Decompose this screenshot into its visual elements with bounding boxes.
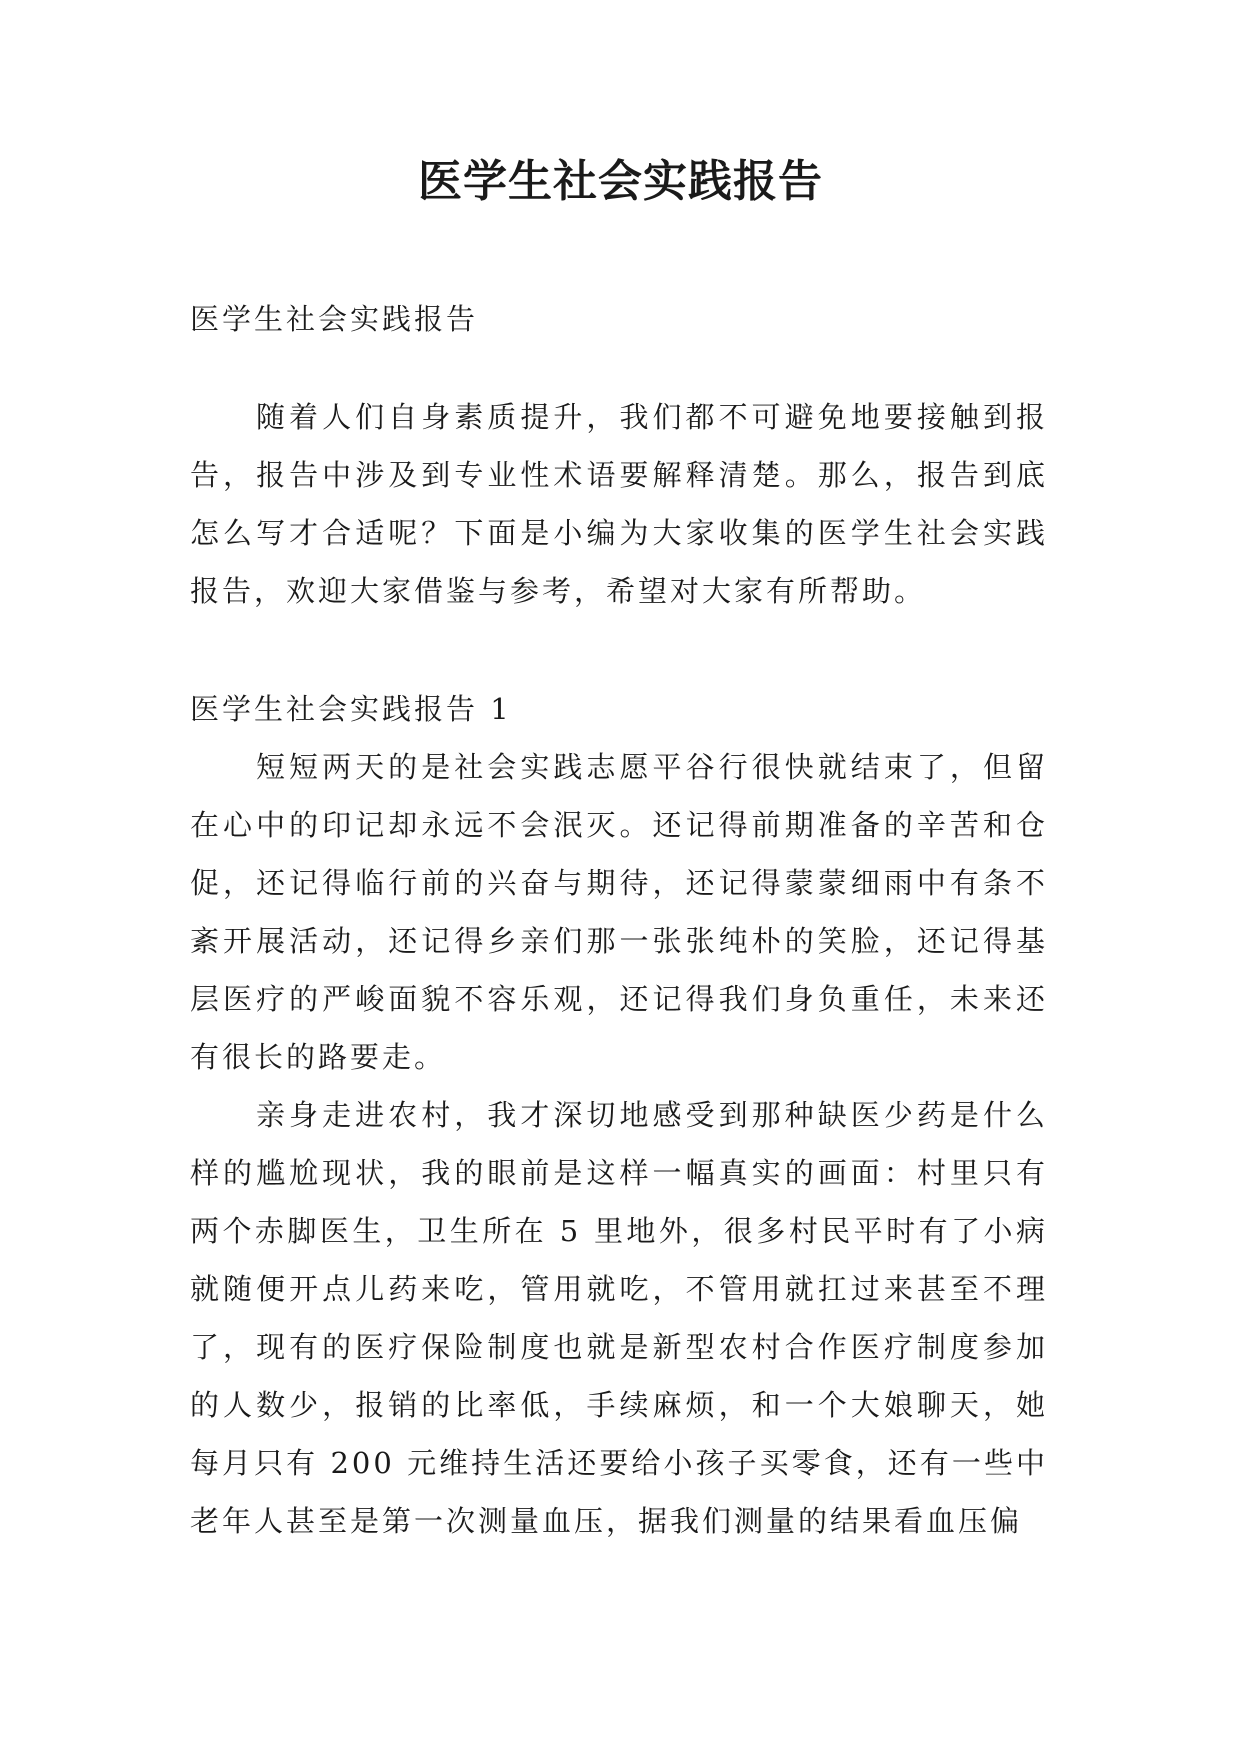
document-title: 医学生社会实践报告 — [418, 156, 823, 207]
intro-paragraph: 随着人们自身素质提升，我们都不可避免地要接触到报告，报告中涉及到专业性术语要解释清楚。那么，报告到底怎么写才合适呢？下面是小编为大家收集的医学生社会实践报告，欢迎大家借鉴与参考，希望对大家有所帮助。 — [190, 400, 1048, 608]
spacer — [190, 348, 1048, 388]
body-paragraph: 亲身走进农村，我才深切地感受到那种缺医少药是什么样的尴尬现状，我的眼前是这样一幅真实的画面：村里只有两个赤脚医生，卫生所在 5 里地外，很多村民平时有了小病就随便开点儿药来吃，管用就吃，不管用就扛过来甚至不理了，现有的医疗保险制度也就是新型农村合作医疗制度参加的人数少，报销的比率低，手续麻烦，和一个大娘聊天，她每月只有 200 元维持生活还要给小孩子买零食，还有一些中老年人甚至是第一次测量血压，据我们测量的结果看血压偏 — [190, 1098, 1048, 1538]
body-paragraph: 短短两天的是社会实践志愿平谷行很快就结束了，但留在心中的印记却永远不会泯灭。还记得前期准备的辛苦和仓促，还记得临行前的兴奋与期待，还记得蒙蒙细雨中有条不紊开展活动，还记得乡亲们那一张张纯朴的笑脸，还记得基层医疗的严峻面貌不容乐观，还记得我们身负重任，未来还有很长的路要走。 — [190, 750, 1048, 1074]
document-subtitle: 医学生社会实践报告 — [190, 302, 479, 336]
document-body — [190, 290, 1048, 1550]
section-heading: 医学生社会实践报告 1 — [190, 692, 512, 726]
spacer — [190, 620, 1048, 680]
